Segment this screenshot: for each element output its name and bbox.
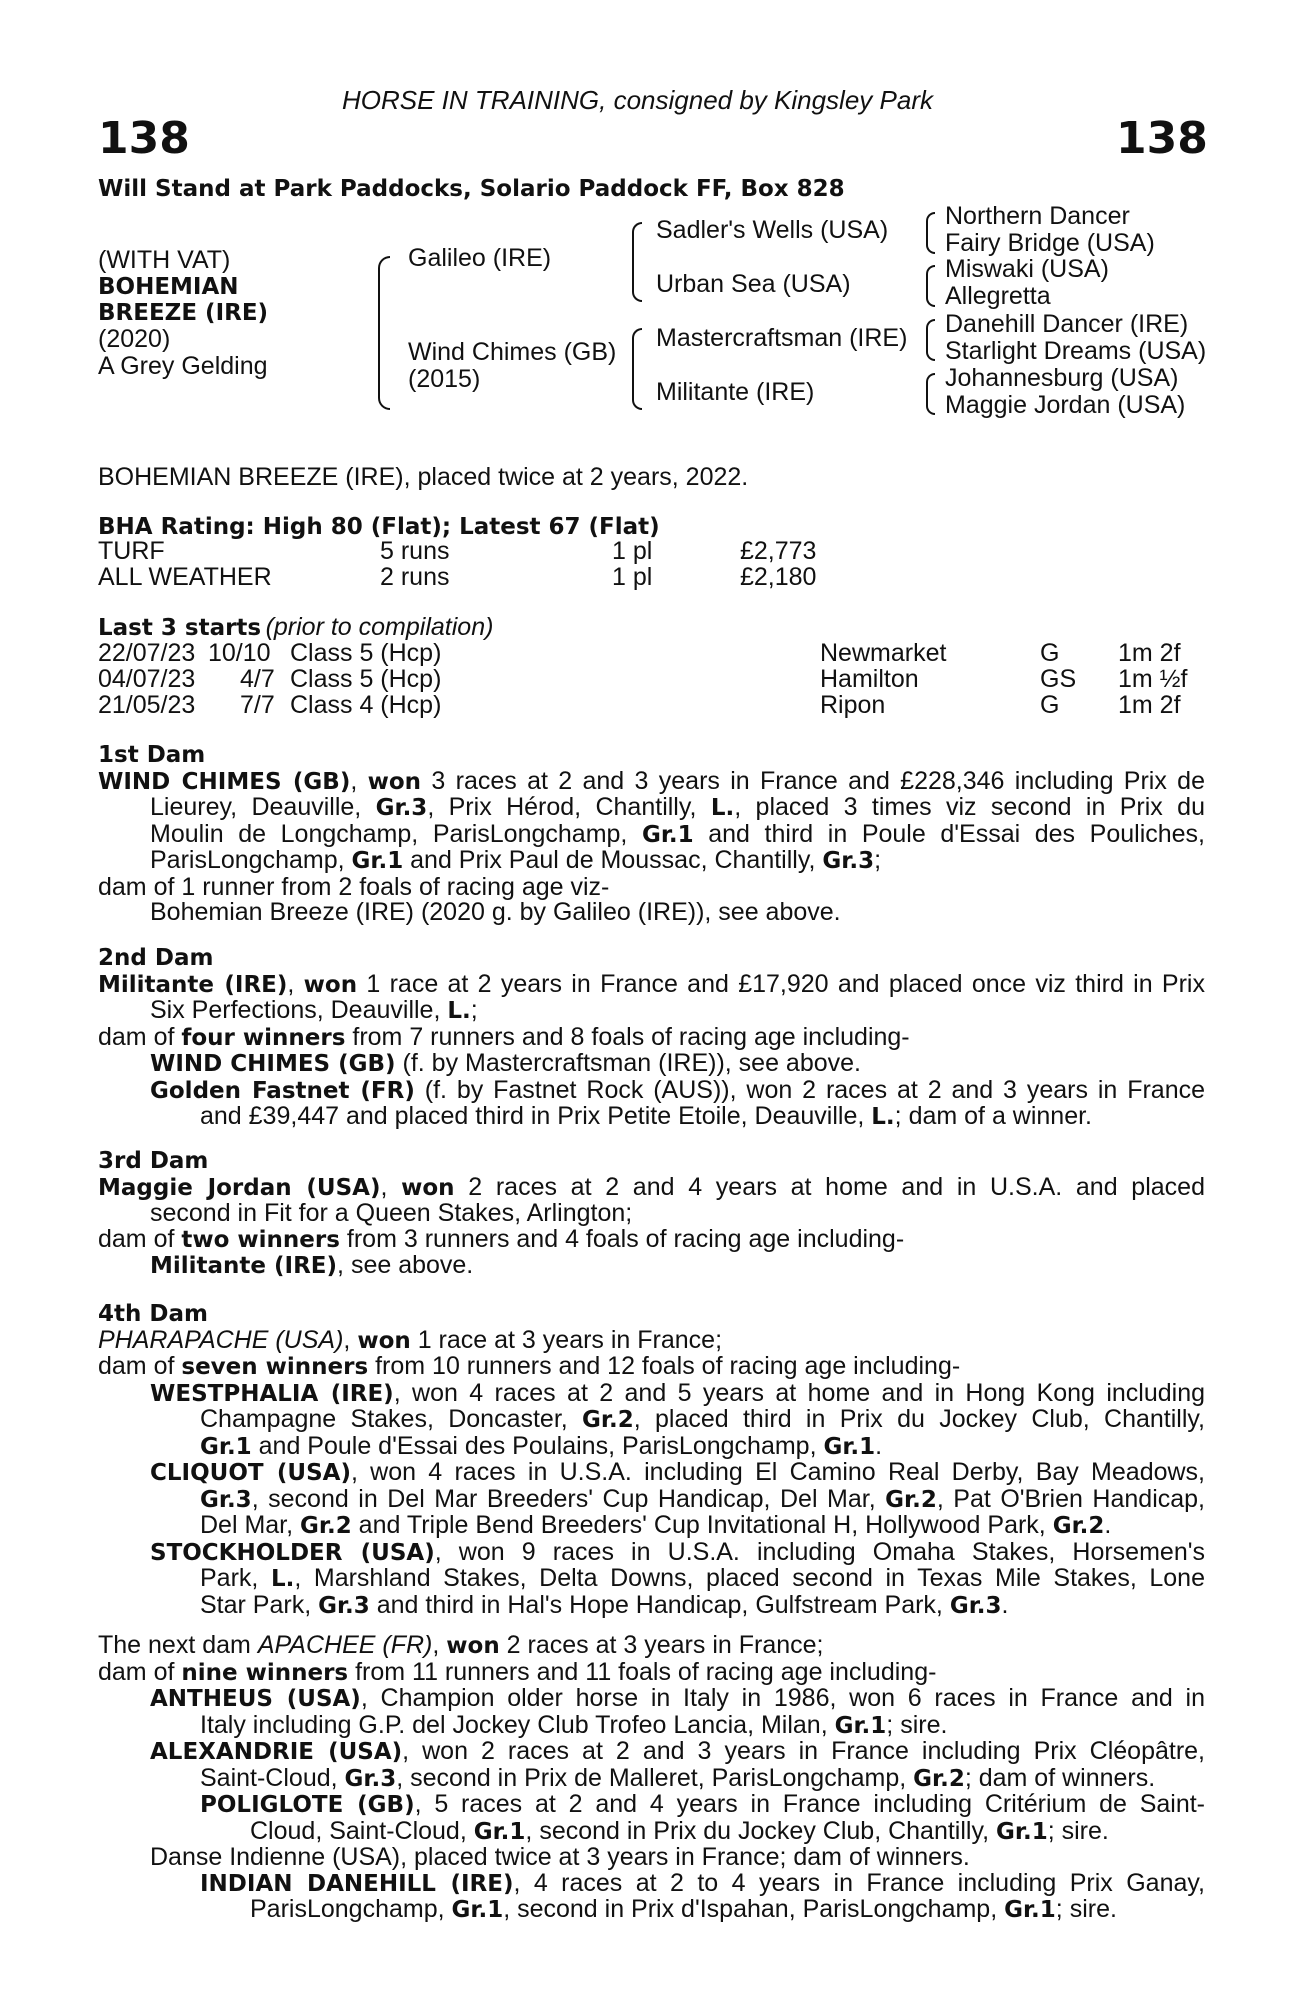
text: Six Perfections, Deauville, [150, 996, 448, 1024]
start-going: GS [1040, 665, 1077, 693]
stand-location: Will Stand at Park Paddocks, Solario Paddock FF, Box 828 [98, 176, 845, 202]
winners-count: seven winners [181, 1354, 369, 1380]
section-heading: 3rd Dam [98, 1148, 209, 1174]
start-course: Hamilton [820, 665, 919, 693]
start-date: 21/05/23 [98, 691, 196, 719]
text: Cloud, Saint-Cloud, [250, 1816, 474, 1845]
won-label: won [401, 1174, 455, 1201]
start-going: G [1040, 639, 1060, 667]
vat-note: (WITH VAT) [98, 246, 231, 274]
grade-label: Gr.1 [473, 1818, 526, 1845]
grade-label: Gr.1 [451, 1897, 504, 1923]
text: from 10 runners and 12 foals of racing age including- [368, 1352, 961, 1380]
second-dam-section [98, 946, 1205, 1131]
race-summary: BOHEMIAN BREEZE (IRE), placed twice at 2 years, 2022. [98, 463, 749, 491]
grade-label: Gr.3 [949, 1592, 1002, 1619]
pedigree-bracket-ds [926, 319, 935, 361]
pedigree-sds: Miswaki (USA) [945, 255, 1109, 283]
grade-label: Gr.2 [300, 1513, 352, 1539]
grade-label: Gr.2 [1052, 1513, 1105, 1539]
winners-count: four winners [181, 1024, 346, 1051]
text: The next dam [98, 1631, 258, 1659]
text: ; dam of winners. [964, 1763, 1156, 1792]
text: , second in Prix d'Ispahan, ParisLongchamp, [503, 1895, 1005, 1923]
text: , placed third in Prix du Jockey Club, Chantilly, [633, 1405, 1205, 1433]
text: , Champion older horse in Italy in 1986, won 6 races in France and in [360, 1684, 1205, 1712]
progeny-name: POLIGLOTE (GB) [200, 1792, 415, 1818]
grade-label: Gr.2 [582, 1407, 634, 1433]
text: Saint-Cloud, [200, 1763, 345, 1792]
lot-number-right: 138 [1116, 113, 1208, 164]
rating-turf-runs: 5 runs [380, 537, 450, 565]
winners-count: two winners [181, 1226, 340, 1253]
text: ParisLongchamp, [150, 846, 352, 874]
progeny-name: Golden Fastnet (FR) [150, 1077, 415, 1104]
progeny-name: WIND CHIMES (GB) [150, 1051, 396, 1077]
text: ; sire. [1047, 1816, 1109, 1845]
text: , won 4 races at 2 and 5 years at home and in Hong Kong including [393, 1378, 1206, 1407]
text: , second in Prix de Malleret, ParisLongchamp, [396, 1763, 914, 1792]
text: Del Mar, [200, 1511, 301, 1539]
text: ; sire. [886, 1710, 948, 1739]
dam-name: Militante (IRE) [98, 971, 288, 998]
won-label: won [446, 1633, 500, 1659]
horse-year: (2020) [98, 325, 171, 353]
pedigree-bracket-ss [926, 212, 935, 254]
pedigree-bracket-sire [632, 222, 642, 302]
text: dam of [98, 1022, 182, 1051]
grade-label: Gr.3 [822, 848, 875, 874]
text: , see above. [337, 1251, 474, 1279]
start-course: Newmarket [820, 639, 947, 667]
text: dam of [98, 1352, 182, 1380]
start-going: G [1040, 691, 1060, 719]
text: , Marshland Stakes, Delta Downs, placed second in Texas Mile Stakes, Lone [294, 1564, 1205, 1592]
starts-heading [98, 615, 493, 641]
text: (f. by Fastnet Rock (AUS)), won 2 races at 2 and 3 years in France [414, 1075, 1205, 1104]
horse-name-line2: BREEZE (IRE) [98, 300, 269, 326]
pedigree-sdd: Allegretta [945, 282, 1051, 310]
pedigree-sire: Galileo (IRE) [408, 244, 552, 272]
catalogue-subtitle: HORSE IN TRAINING, consigned by Kingsley Park [342, 85, 933, 115]
text: , won 4 races in U.S.A. including El Camino Real Derby, Bay Meadows, [350, 1458, 1205, 1486]
grade-label: Gr.2 [913, 1765, 965, 1792]
text: ParisLongchamp, [250, 1895, 452, 1923]
text: , 5 races at 2 and 4 years in France including Critérium de Saint- [414, 1790, 1205, 1818]
progeny-name: STOCKHOLDER (USA) [150, 1539, 435, 1566]
text: . [1104, 1511, 1112, 1539]
listed-label: L. [871, 1104, 895, 1130]
start-position: 7/7 [240, 691, 275, 719]
progeny-name: Militante (IRE) [150, 1253, 338, 1279]
text: Bohemian Breeze (IRE) (2020 g. by Galileo (IRE)), see above. [150, 898, 841, 926]
fourth-dam-section [98, 1302, 1205, 1619]
pedigree-sire-dam: Urban Sea (USA) [656, 270, 851, 298]
text: , [380, 1172, 402, 1201]
grade-label: Gr.3 [200, 1486, 252, 1513]
text: 1 race at 3 years in France; [410, 1325, 723, 1354]
text: , [350, 766, 368, 795]
text: and £39,447 and placed third in Prix Petite Etoile, Deauville, [200, 1102, 872, 1130]
section-heading: 1st Dam [98, 742, 206, 768]
text: dam of [98, 1657, 182, 1686]
grade-label: Gr.1 [823, 1433, 876, 1460]
start-class: Class 4 (Hcp) [290, 691, 442, 719]
rating-aw-surface: ALL WEATHER [98, 563, 272, 591]
dam-name: Maggie Jordan (USA) [98, 1174, 381, 1201]
horse-sex: A Grey Gelding [98, 352, 268, 380]
start-class: Class 5 (Hcp) [290, 665, 442, 693]
pedigree-dds: Johannesburg (USA) [945, 364, 1179, 392]
text: Danse Indienne (USA), placed twice at 3 years in France; dam of winners. [150, 1843, 970, 1871]
text: , second in Del Mar Breeders' Cup Handicap, Del Mar, [251, 1484, 886, 1513]
text: Star Park, [200, 1590, 319, 1619]
start-course: Ripon [820, 691, 886, 719]
text: ; [874, 846, 882, 874]
grade-label: Gr.1 [200, 1433, 252, 1460]
rating-turf-placed: 1 pl [612, 537, 653, 565]
pedigree-dam-dam: Militante (IRE) [656, 378, 815, 406]
text: and Prix Paul de Moussac, Chantilly, [403, 846, 823, 874]
pedigree-sss: Northern Dancer [945, 202, 1130, 230]
text: , Pat O'Brien Handicap, [936, 1484, 1205, 1513]
pedigree-dam-sire: Mastercraftsman (IRE) [656, 324, 908, 352]
start-position: 4/7 [240, 665, 275, 693]
text: from 7 runners and 8 foals of racing age including- [345, 1022, 910, 1051]
grade-label: Gr.3 [318, 1592, 370, 1619]
starts-note: (prior to compilation) [265, 613, 494, 641]
grade-label: Gr.1 [996, 1818, 1048, 1845]
pedigree-dss: Danehill Dancer (IRE) [945, 310, 1189, 338]
winners-count: nine winners [181, 1659, 349, 1686]
text: . [875, 1431, 883, 1460]
rating-turf-earnings: £2,773 [740, 537, 817, 565]
pedigree-bracket-main [378, 256, 390, 410]
pedigree-dam-line1: Wind Chimes (GB) [408, 338, 617, 366]
start-position: 10/10 [208, 639, 271, 667]
text: and Triple Bend Breeders' Cup Invitational H, Hollywood Park, [351, 1511, 1053, 1539]
starts-title: Last 3 starts [98, 615, 262, 641]
won-label: won [303, 971, 358, 998]
text: and Poule d'Essai des Poulains, ParisLongchamp, [251, 1431, 824, 1460]
pedigree-ssd: Fairy Bridge (USA) [945, 229, 1155, 257]
progeny-name: WESTPHALIA (IRE) [150, 1380, 394, 1407]
grade-label: Gr.2 [885, 1486, 937, 1513]
start-date: 04/07/23 [98, 665, 196, 693]
grade-label: Gr.1 [351, 848, 404, 874]
text: 2 races at 2 and 4 years at home and in U.S.A. and placed [454, 1172, 1205, 1201]
dam-name: APACHEE (FR) [257, 1631, 433, 1659]
text: ; dam of a winner. [894, 1102, 1092, 1130]
won-label: won [357, 1327, 411, 1354]
start-distance: 1m 2f [1118, 691, 1181, 719]
text: , [432, 1631, 447, 1659]
text: , won 9 races in U.S.A. including Omaha Stakes, Horsemen's [434, 1537, 1205, 1566]
next-dam-section [98, 1633, 1205, 1924]
text: 2 races at 3 years in France; [499, 1631, 824, 1659]
text: Italy including G.P. del Jockey Club Trofeo Lancia, Milan, [200, 1710, 835, 1739]
section-heading: 2nd Dam [98, 945, 214, 971]
rating-aw-earnings: £2,180 [740, 563, 817, 591]
text: , won 2 races at 2 and 3 years in France including Prix Cléopâtre, [402, 1737, 1206, 1765]
third-dam-section [98, 1149, 1205, 1280]
pedigree-dsd: Starlight Dreams (USA) [945, 337, 1207, 365]
progeny-name: ALEXANDRIE (USA) [150, 1739, 403, 1765]
progeny-name: ANTHEUS (USA) [150, 1686, 361, 1712]
text: , Prix Hérod, Chantilly, [427, 793, 711, 821]
text: ; [470, 996, 478, 1024]
rating-title: BHA Rating: High 80 (Flat); Latest 67 (Flat) [98, 514, 660, 540]
grade-label: Gr.1 [1004, 1897, 1056, 1923]
text: 3 races at 2 and 3 years in France and £228,346 including Prix de [421, 766, 1205, 795]
horse-name-line1: BOHEMIAN [98, 274, 239, 300]
first-dam-section [98, 743, 1205, 926]
text: from 11 runners and 11 foals of racing age including- [348, 1657, 937, 1686]
pedigree-bracket-sd [926, 265, 935, 307]
listed-label: L. [710, 795, 735, 821]
grade-label: Gr.1 [834, 1712, 887, 1739]
text: 1 race at 2 years in France and £17,920 and placed once viz third in Prix [357, 969, 1205, 998]
text: from 3 runners and 4 foals of racing age including- [339, 1224, 905, 1253]
grade-label: Gr.3 [375, 795, 428, 821]
text: dam of [98, 1224, 182, 1253]
text: dam of 1 runner from 2 foals of racing age viz- [98, 872, 610, 901]
won-label: won [367, 768, 422, 795]
text: Champagne Stakes, Doncaster, [200, 1405, 583, 1433]
text: , placed 3 times viz second in Prix du [734, 793, 1205, 821]
dam-name: WIND CHIMES (GB) [98, 768, 351, 795]
start-distance: 1m 2f [1118, 639, 1181, 667]
lot-number-left: 138 [98, 113, 190, 164]
grade-label: Gr.3 [344, 1765, 397, 1792]
text: ; sire. [1055, 1895, 1117, 1923]
pedigree-ddd: Maggie Jordan (USA) [945, 391, 1186, 419]
text: , second in Prix du Jockey Club, Chantilly, [525, 1816, 997, 1845]
pedigree-sire-sire: Sadler's Wells (USA) [656, 216, 889, 244]
dam-name: PHARAPACHE (USA) [98, 1325, 344, 1354]
pedigree-bracket-dd [926, 373, 935, 415]
text: and third in Poule d'Essai des Pouliches, [693, 819, 1205, 848]
text: . [1001, 1590, 1009, 1619]
text: , 4 races at 2 to 4 years in France including Prix Ganay, [513, 1868, 1205, 1897]
text: , [343, 1325, 358, 1354]
listed-label: L. [270, 1566, 295, 1592]
rating-aw-runs: 2 runs [380, 563, 450, 591]
progeny-name: CLIQUOT (USA) [150, 1460, 351, 1486]
text: (f. by Mastercraftsman (IRE)), see above. [395, 1049, 861, 1077]
grade-label: Gr.1 [641, 821, 694, 848]
start-distance: 1m ½f [1118, 665, 1188, 693]
text: and third in Hal's Hope Handicap, Gulfstream Park, [369, 1590, 950, 1619]
text: Moulin de Longchamp, ParisLongchamp, [150, 819, 642, 848]
pedigree-bracket-dam [632, 328, 642, 410]
pedigree-dam-line2: (2015) [408, 365, 481, 393]
listed-label: L. [447, 998, 471, 1024]
text: second in Fit for a Queen Stakes, Arlington; [150, 1199, 633, 1227]
text: , [287, 969, 304, 998]
rating-aw-placed: 1 pl [612, 563, 653, 591]
start-class: Class 5 (Hcp) [290, 639, 442, 667]
rating-turf-surface: TURF [98, 537, 165, 565]
start-date: 22/07/23 [98, 639, 196, 667]
section-heading: 4th Dam [98, 1301, 208, 1327]
progeny-name: INDIAN DANEHILL (IRE) [200, 1870, 514, 1897]
text: Lieurey, Deauville, [150, 793, 376, 821]
text: Park, [200, 1564, 271, 1592]
